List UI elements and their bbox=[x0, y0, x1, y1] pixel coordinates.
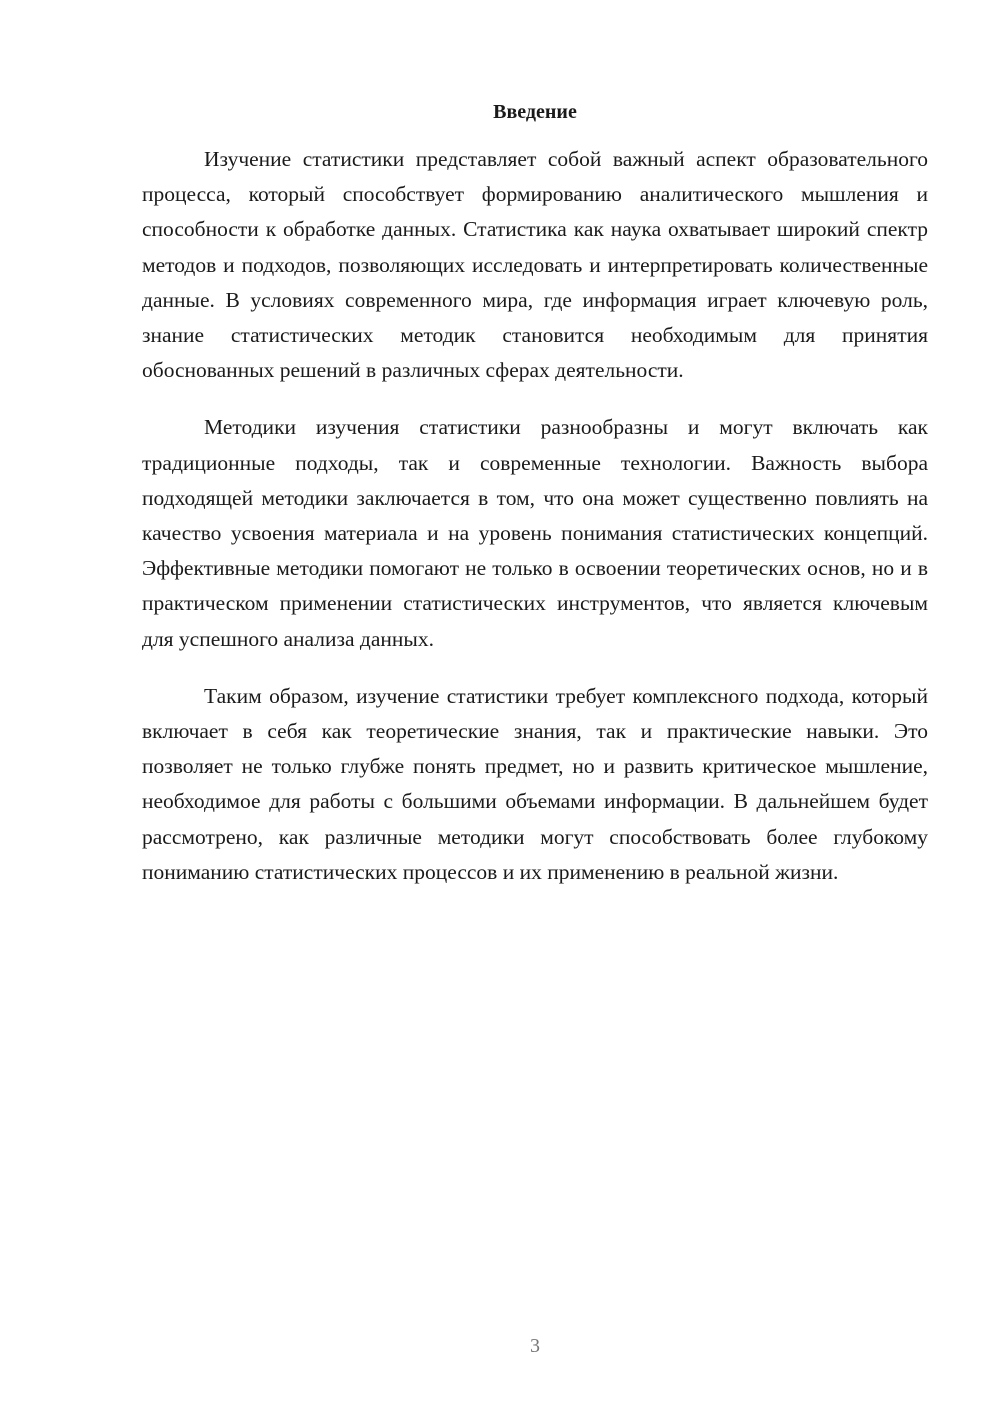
paragraph-2: Методики изучения статистики разнообразны и могут включать как традиционные подходы, так и современные технологии. Важность выбора подходящей методики заключается в том, что она может существенно повлиять на качество усвоения материала и на уровень понимания статистических концепций. Эффективные методики помогают не только в освоении теоретических основ, но и в практическом применении статистических инструментов, что является ключевым для успешного анализа данных. bbox=[142, 415, 928, 651]
paragraph-3: Таким образом, изучение статистики требует комплексного подхода, который включает в себя как теоретические знания, так и практические навыки. Это позволяет не только глубже понять предмет, но и развить критическое мышление, необходимое для работы с большими объемами информации. В дальнейшем будет рассмотрено, как различные методики могут способствовать более глубокому пониманию статистических процессов и их применению в реальной жизни. bbox=[142, 683, 928, 884]
page-number: 3 bbox=[530, 1335, 540, 1357]
page-title: Введение bbox=[493, 101, 577, 123]
paragraph-1: Изучение статистики представляет собой важный аспект образовательного процесса, который способствует формированию аналитического мышления и способности к обработке данных. Статистика как наука охватывает широкий спектр методов и подходов, позволяющих исследовать и интерпретировать количественные данные. В условиях современного мира, где информация играет ключевую роль, знание статистических методик становится необходимым для принятия обоснованных решений в различных сферах деятельности. bbox=[142, 147, 928, 383]
body-text bbox=[142, 142, 928, 912]
